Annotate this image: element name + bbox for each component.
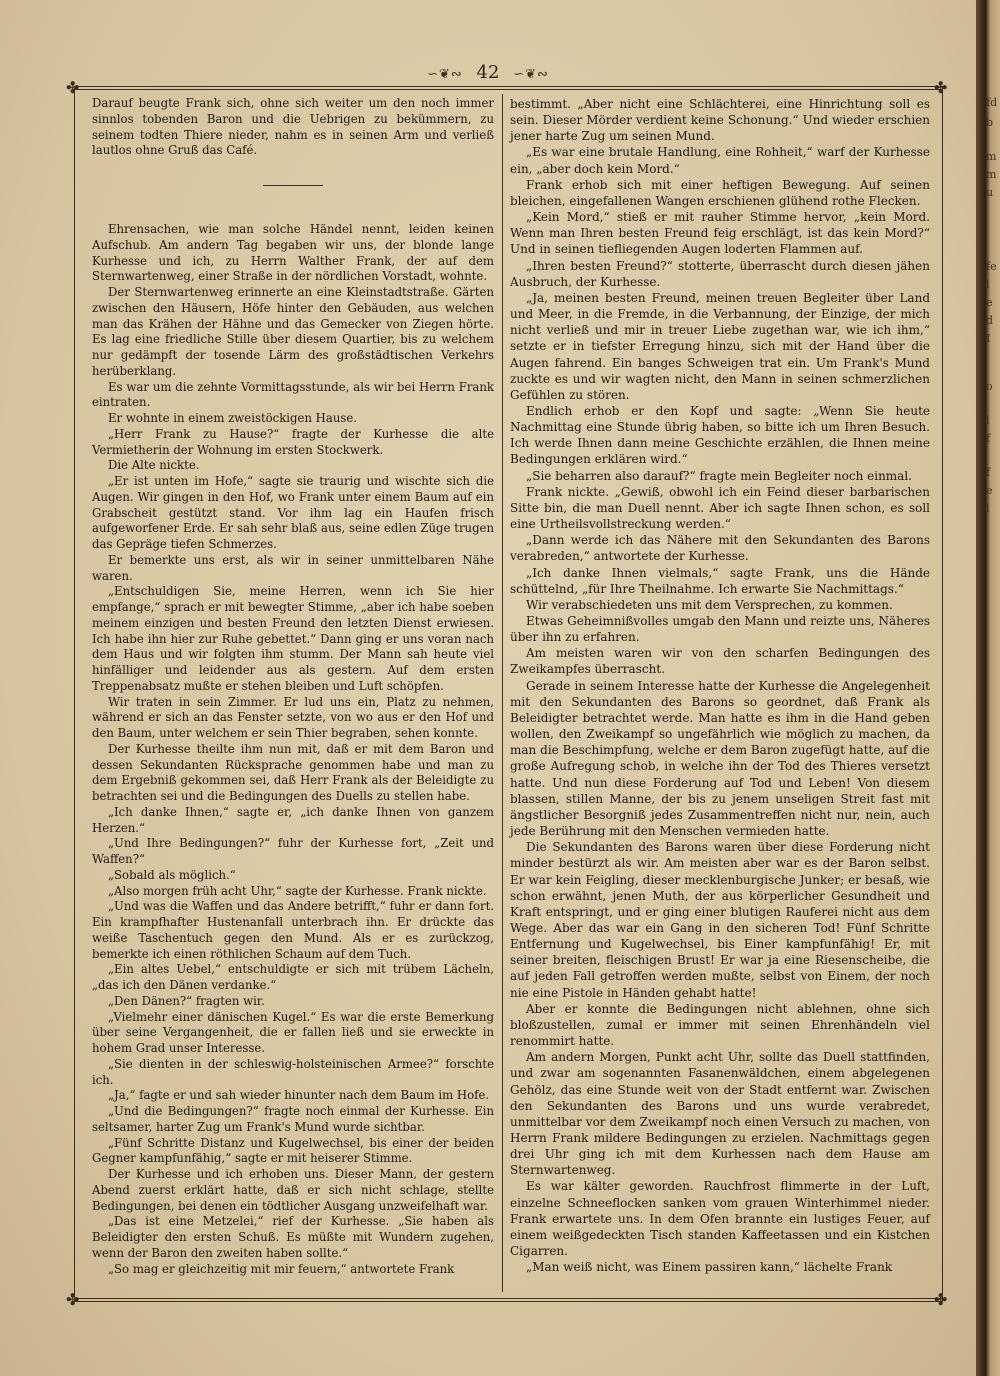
paragraph: „Herr Frank zu Hause?“ fragte der Kurhesse die alte Vermietherin der Wohnung im ersten Stockwerk. xyxy=(92,426,494,457)
paragraph: Endlich erhob er den Kopf und sagte: „Wenn Sie heute Nachmittag eine Stunde übrig haben, so bitte ich um Ihren Besuch. Ich werde Ihnen dann meine Geschichte erzählen, die Ihnen meine Bedingungen erklären wird.“ xyxy=(510,403,930,467)
bottom-rule-inner xyxy=(74,1301,942,1302)
paragraph: „Er ist unten im Hofe,“ sagte sie traurig und wischte sich die Augen. Wir gingen in den Hof, wo Frank unter einem Baum auf ein Grabscheit gestützt stand. Vor ihm lag ein Haufen frisch aufgeworfener Erde. Er sah sehr blaß aus, seine edlen Züge trugen das Gepräge tiefen Schmerzes. xyxy=(92,474,494,551)
paragraph: Wir verabschiedeten uns mit dem Versprechen, zu kommen. xyxy=(526,597,893,612)
left-rule xyxy=(74,86,75,1302)
edge-letter: b xyxy=(986,116,994,129)
paragraph: Er bemerkte uns erst, als wir in seiner unmittelbaren Nähe waren. xyxy=(92,552,494,583)
corner-ornament-tl: ✤ xyxy=(66,78,80,97)
corner-ornament-tr: ✤ xyxy=(934,78,948,97)
corner-ornament-bl: ✤ xyxy=(66,1290,80,1309)
left-column xyxy=(92,96,494,1277)
paragraph: Es war um die zehnte Vormittagsstunde, als wir bei Herrn Frank eintraten. xyxy=(92,379,494,410)
paragraph: Am andern Morgen, Punkt acht Uhr, sollte das Duell stattfinden, und zwar am sogenannten Fasanenwäldchen, einem abgelegenen Gehölz, das eine Stunde weit von der Stadt entfernt war. Zwischen den Sekundanten des Barons und uns wurde verabredet, unmittelbar vor dem Zweikampf noch einen Versuch zu machen, von Herrn Frank mildere Bedingungen zu erzielen. Nachmittags gegen drei Uhr ging ich mit dem Kurhessen nach dem Hause am Sternwartenweg. xyxy=(510,1050,930,1178)
paragraph: „Den Dänen?“ fragten wir. xyxy=(108,993,265,1008)
paragraph: Der Kurhesse theilte ihm nun mit, daß er mit dem Baron und dessen Sekundanten Rücksprache genommen habe und man zu dem Ergebniß gekommen sei, daß Herr Frank als der Beleidigte zu betrachten sei und die Bedingungen des Duells zu stellen habe. xyxy=(92,741,494,803)
paragraph: „Es war eine brutale Handlung, eine Rohheit,“ warf der Kurhesse ein, „aber doch kein Mord.“ xyxy=(510,145,930,176)
paragraph: Aber er konnte die Bedingungen nicht ablehnen, ohne sich bloßzustellen, zumal er immer mit seinen Ehrenhändeln viel renommirt hatte. xyxy=(510,1001,930,1049)
paragraph: „Sie beharren also darauf?“ fragte mein Begleiter noch einmal. xyxy=(526,468,912,483)
binding-gutter xyxy=(976,0,1000,1376)
paragraph: Die Alte nickte. xyxy=(108,458,200,473)
paragraph: Die Sekundanten des Barons waren über diese Forderung nicht minder bestürzt als wir. Am meisten aber war es der Baron selbst. Er war kein Feigling, dieser mecklenburgische Junker; er besaß, wie schon erwähnt, jenen Muth, der aus körperlicher Gesundheit und Kraft entspringt, und er ging einer blutigen Rauferei nicht aus dem Wege. Aber das war ein Gang in den sicheren Tod! Fünf Schritte Entfernung und Kugelwechsel, bis Einer kampfunfähig! Er, mit seiner breiten, fleischigen Brust! Er war ja eine Riesenscheibe, die auf jeden Fall getroffen werden mußte, selbst von Einem, der noch nie eine Pistole in Händen gehabt hatte! xyxy=(510,840,930,1000)
edge-letter: fd xyxy=(986,96,998,109)
paragraph: bestimmt. „Aber nicht eine Schlächterei, eine Hinrichtung soll es sein. Dieser Mörder verdient keine Schonung.“ Und wieder erschien jener harte Zug um seinen Mund. xyxy=(510,97,930,144)
edge-letter: m xyxy=(986,168,997,181)
paragraph: Am meisten waren wir von den scharfen Bedingungen des Zweikampfes überrascht. xyxy=(510,646,930,677)
edge-letter: I xyxy=(986,332,991,345)
paragraph: Frank erhob sich mit einer heftigen Bewegung. Auf seinen bleichen, eingefallenen Wangen erschienen glühend rothe Flecken. xyxy=(510,177,930,208)
paragraph: „Kein Mord,“ stieß er mit rauher Stimme hervor, „kein Mord. Wenn man Ihren besten Freund feig erschlägt, ist das kein Mord?“ Und in seinen tiefliegenden Augen loderten Flammen auf. xyxy=(510,210,930,257)
paragraph: Der Kurhesse und ich erhoben uns. Dieser Mann, der gestern Abend zuerst erklärt hatte, daß er sich nicht schlage, stellte Bedingungen, bei denen ein tödtlicher Ausgang unzweifelhaft war. xyxy=(92,1167,494,1213)
bottom-rule xyxy=(74,1298,942,1299)
paragraph: „Ich danke Ihnen,“ sagte er, „ich danke Ihnen von ganzem Herzen.“ xyxy=(92,804,494,835)
edge-letter: o xyxy=(986,380,993,393)
paragraph: Darauf beugte Frank sich, ohne sich weiter um den noch immer sinnlos tobenden Baron und die Uebrigen zu bekümmern, zu seinem todten Thiere nieder, nahm es in seinen Arm und verließ lautlos ohne Gruß das Café. xyxy=(92,96,494,158)
paragraph: Etwas Geheimnißvolles umgab den Mann und reizte uns, Näheres über ihn zu erfahren. xyxy=(510,614,930,645)
edge-letter: f xyxy=(986,466,991,479)
paragraph: „Man weiß nicht, was Einem passiren kann,“ lächelte Frank xyxy=(526,1260,893,1275)
right-rule xyxy=(942,86,943,1302)
paragraph: „Sobald als möglich.“ xyxy=(108,867,236,882)
paragraph: Gerade in seinem Interesse hatte der Kurhesse die Angelegenheit mit den Sekundanten des Barons so geordnet, daß Frank als Beleidigter betrachtet werde. Man hatte es ihm in die Hand geben wollen, den Zweikampf so ungefährlich wie möglich zu machen, da man die Beschimpfung, welche er dem Baron zugefügt hatte, auf die große Aufregung schob, in welche ihn der Tod des Thieres versetzt hatte. Und nun diese Forderung auf Tod und Leben! Von diesem blassen, stillen Manne, der bis zu jenem unseligen Streit fast mit ängstlicher Besorgniß jedes Zusammentreffen nicht nur, nein, auch jede Berührung mit den Menschen vermieden hatte. xyxy=(510,678,930,839)
paragraph: Er wohnte in einem zweistöckigen Hause. xyxy=(108,411,358,425)
paragraph: „Ja,“ fagte er und sah wieder hinunter nach dem Baum im Hofe. xyxy=(108,1088,490,1103)
paragraph: „Ich danke Ihnen vielmals,“ sagte Frank, uns die Hände schüttelnd, „für Ihre Theilnahme. Ich erwarte Sie Nachmittags.“ xyxy=(510,565,930,596)
paragraph: „Fünf Schritte Distanz und Kugelwechsel, bis einer der beiden Gegner kampfunfähig,“ sagte er mit heiserer Stimme. xyxy=(92,1135,494,1166)
edge-letter: m xyxy=(986,150,997,163)
top-rule-inner xyxy=(74,89,942,90)
edge-letter: fe xyxy=(986,260,997,273)
section-separator xyxy=(263,185,323,186)
paragraph: „Das ist eine Metzelei,“ rief der Kurhesse. „Sie haben als Beleidigter den ersten Schuß. Es müßte mit Wundern zugehen, wenn der Baron den zweiten haben sollte.“ xyxy=(92,1214,494,1260)
paragraph: Frank nickte. „Gewiß, obwohl ich ein Feind dieser barbarischen Sitte bin, die man Duell nennt. Aber ich sagte Ihnen schon, es soll eine Urtheilsvollstreckung werden.“ xyxy=(510,484,930,532)
paragraph: „So mag er gleichzeitig mit mir feuern,“ antwortete Frank xyxy=(108,1261,455,1276)
edge-letter: e xyxy=(986,484,993,497)
top-rule xyxy=(74,86,942,87)
page-number: 42 xyxy=(476,62,500,83)
right-column xyxy=(510,96,930,1275)
paragraph: „Ja, meinen besten Freund, meinen treuen Begleiter über Land und Meer, in die Fremde, in die Verbannung, der Einzige, der mich nicht verließ und mir in treuer Liebe zugethan war, wie ich ihm,“ setzte er in tiefster Erregung hinzu, sich mit der Hand über die Augen fahrend. Ein banges Schweigen trat ein. Um Frank's Mund zuckte es und wir wagten nicht, den Mann in seinen schmerzlichen Gefühlen zu stören. xyxy=(510,290,930,402)
left-ornament: ∽❦∾ xyxy=(427,67,463,82)
edge-letter: l xyxy=(986,278,990,291)
edge-letter: u xyxy=(986,186,994,199)
paragraph: „Ein altes Uebel,“ entschuldigte er sich mit trübem Lächeln, „das ich den Dänen verdanke.“ xyxy=(92,962,494,992)
column-divider xyxy=(502,94,503,1292)
paragraph: „Sie dienten in der schleswig-holsteinischen Armee?“ forschte ich. xyxy=(92,1056,494,1087)
edge-letter: f xyxy=(986,432,991,445)
paragraph: „Also morgen früh acht Uhr,“ sagte der Kurhesse. Frank nickte. xyxy=(108,883,487,898)
edge-letter: d xyxy=(986,314,994,327)
paragraph: Ehrensachen, wie man solche Händel nennt, leiden keinen Aufschub. Am andern Tag begaben wir uns, der blonde lange Kurhesse und ich, zu Herrn Walther Frank, der auf dem Sternwartenweg, einer Straße in der nördlichen Vorstadt, wohnte. xyxy=(92,222,494,284)
paragraph: Wir traten in sein Zimmer. Er lud uns ein, Platz zu nehmen, während er sich an das Fenster setzte, von wo aus er den Hof und den Baum, unter welchem er sein Thier begraben, sehen konnte. xyxy=(92,694,494,740)
right-ornament: ∽❦∾ xyxy=(513,67,549,82)
paragraph: „Und was die Waffen und das Andere betrifft,“ fuhr er dann fort. Ein krampfhafter Hustenanfall unterbrach ihn. Er drückte das weiße Taschentuch gegen den Mund. Als er es zurückzog, bemerkte ich einen röthlichen Schaum auf dem Tuch. xyxy=(92,899,494,961)
edge-letter: e xyxy=(986,296,993,309)
edge-letter: l xyxy=(986,414,990,427)
paragraph: „Entschuldigen Sie, meine Herren, wenn ich Sie hier empfange,“ sprach er mit bewegter Stimme, „aber ich habe soeben meinem einzigen und besten Freund den letzten Dienst erwiesen. Ich habe ihn hier zur Ruhe gebettet.“ Dann ging er uns voran nach dem Haus und wir folgten ihm stumm. Der Mann sah heute viel hinfälliger und leidender aus als gestern. Auf dem ersten Treppenabsatz mußte er stehen bleiben und Luft schöpfen. xyxy=(92,584,494,693)
edge-letter: l xyxy=(986,502,990,515)
page-header xyxy=(0,62,976,83)
paragraph: „Dann werde ich das Nähere mit den Sekundanten des Barons verabreden,“ antwortete der Kurhesse. xyxy=(510,533,930,564)
paragraph: „Und die Bedingungen?“ fragte noch einmal der Kurhesse. Ein seltsamer, harter Zug um Frank's Mund wurde sichtbar. xyxy=(92,1104,494,1134)
paragraph: „Ihren besten Freund?“ stotterte, überrascht durch diesen jähen Ausbruch, der Kurhesse. xyxy=(510,258,930,289)
paragraph: „Und Ihre Bedingungen?“ fuhr der Kurhesse fort, „Zeit und Waffen?“ xyxy=(92,836,494,866)
corner-ornament-br: ✤ xyxy=(934,1290,948,1309)
paragraph: „Vielmehr einer dänischen Kugel.“ Es war die erste Bemerkung über seine Vergangenheit, die er fallen ließ und sie erweckte in hohem Grad unser Interesse. xyxy=(92,1009,494,1055)
paragraph: Es war kälter geworden. Rauchfrost flimmerte in der Luft, einzelne Schneeflocken sanken vom grauen Winterhimmel nieder. Frank erwartete uns. In dem Ofen brannte ein lustiges Feuer, auf einem weißgedeckten Tisch standen Kaffeetassen und ein Kistchen Cigarren. xyxy=(510,1179,930,1259)
paragraph: Der Sternwartenweg erinnerte an eine Kleinstadtstraße. Gärten zwischen den Häusern, Höfe hinter den Gebäuden, aus welchen man das Krähen der Hähne und das Gemecker von Ziegen hörte. Es lag eine friedliche Stille über diesem Quartier, bis zu welchem nur gedämpft der tosende Lärm des großstädtischen Verkehrs herüberklang. xyxy=(92,285,494,378)
